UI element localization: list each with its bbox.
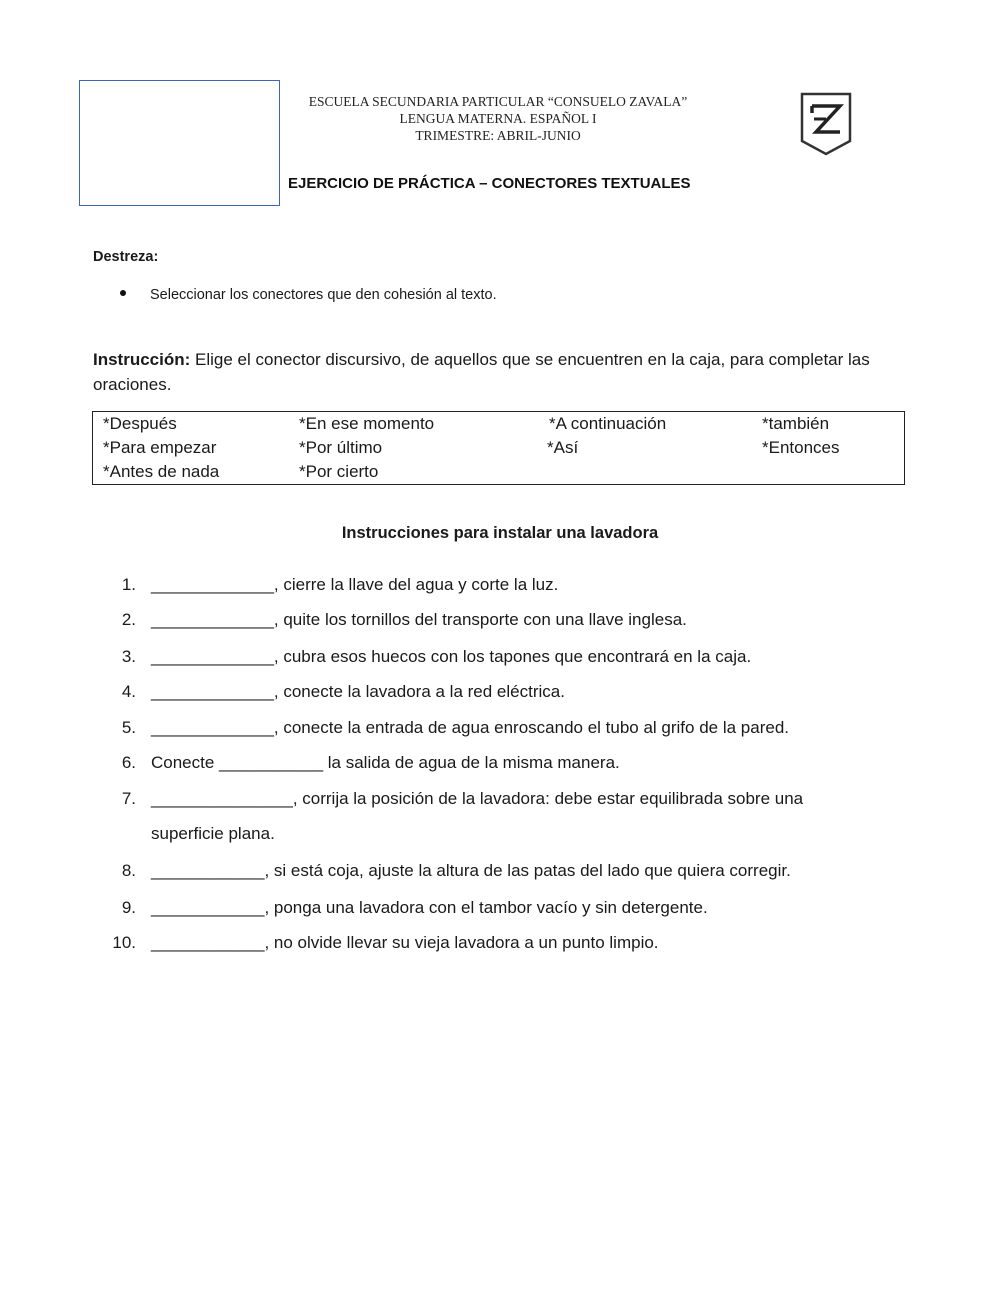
school-name: ESCUELA SECUNDARIA PARTICULAR “CONSUELO ZAVALA” [308, 94, 688, 109]
connector-word: *también [762, 414, 830, 433]
item-text: ____________, si está coja, ajuste la altura de las patas del lado que quiera corregir. [151, 861, 791, 880]
item-text: _____________, conecte la entrada de agua enroscando el tubo al grifo de la pared. [151, 718, 789, 737]
bullet-icon [120, 290, 126, 296]
connector-word: *Así [547, 438, 579, 457]
exercise-subtitle: Instrucciones para instalar una lavadora [341, 524, 659, 542]
item-number: 8. [121, 861, 136, 880]
photo-placeholder-box [79, 80, 280, 206]
connector-word: *Para empezar [103, 438, 217, 457]
skill-bullet-item [120, 287, 497, 303]
item-number: 2. [121, 610, 136, 629]
connector-word: *Antes de nada [103, 462, 220, 481]
item-text: _____________, cierre la llave del agua y corte la luz. [151, 575, 559, 594]
item-text: _____________, quite los tornillos del transporte con una llave inglesa. [151, 610, 687, 629]
instruction-text: Elige el conector discursivo, de aquellos que se encuentren en la caja, para completar las oraciones. [93, 350, 870, 394]
connector-word: *En ese momento [299, 414, 435, 433]
item-text: superficie plana. [151, 824, 275, 843]
connector-word: *A continuación [549, 414, 667, 433]
logo-letter: Z [799, 91, 800, 92]
skill-label: Destreza: [93, 249, 159, 265]
exercise-title: EJERCICIO DE PRÁCTICA – CONECTORES TEXTUALES [288, 175, 691, 192]
item-number: 4. [121, 682, 136, 701]
item-number: 6. [121, 753, 136, 772]
instruction-paragraph [93, 347, 913, 397]
item-number: 1. [121, 575, 136, 594]
item-text: Conecte ___________ la salida de agua de la misma manera. [151, 753, 620, 772]
item-text: _____________, cubra esos huecos con los tapones que encontrará en la caja. [151, 647, 752, 666]
item-text: ____________, no olvide llevar su vieja lavadora a un punto limpio. [151, 933, 659, 952]
item-text: _______________, corrija la posición de la lavadora: debe estar equilibrada sobre una [151, 789, 804, 808]
item-text: _____________, conecte la lavadora a la red eléctrica. [151, 682, 565, 701]
item-number: 7. [121, 789, 136, 808]
connector-word: *Después [103, 414, 177, 433]
school-header [288, 93, 708, 144]
school-logo-shield-icon [799, 91, 853, 157]
item-number: 9. [121, 898, 136, 917]
connector-word: *Entonces [762, 438, 840, 457]
connector-word: *Por cierto [299, 462, 379, 481]
term-label: TRIMESTRE: ABRIL-JUNIO [415, 128, 581, 143]
item-number: 5. [121, 718, 136, 737]
item-text: ____________, ponga una lavadora con el tambor vacío y sin detergente. [151, 898, 708, 917]
skill-item-text: Seleccionar los conectores que den cohesión al texto. [150, 287, 497, 303]
connector-word-box [92, 411, 905, 485]
subject-name: LENGUA MATERNA. ESPAÑOL I [399, 111, 597, 126]
item-number: 10. [112, 933, 136, 952]
connector-word: *Por último [299, 438, 383, 457]
item-number: 3. [121, 647, 136, 666]
instruction-label: Instrucción: [93, 350, 191, 369]
